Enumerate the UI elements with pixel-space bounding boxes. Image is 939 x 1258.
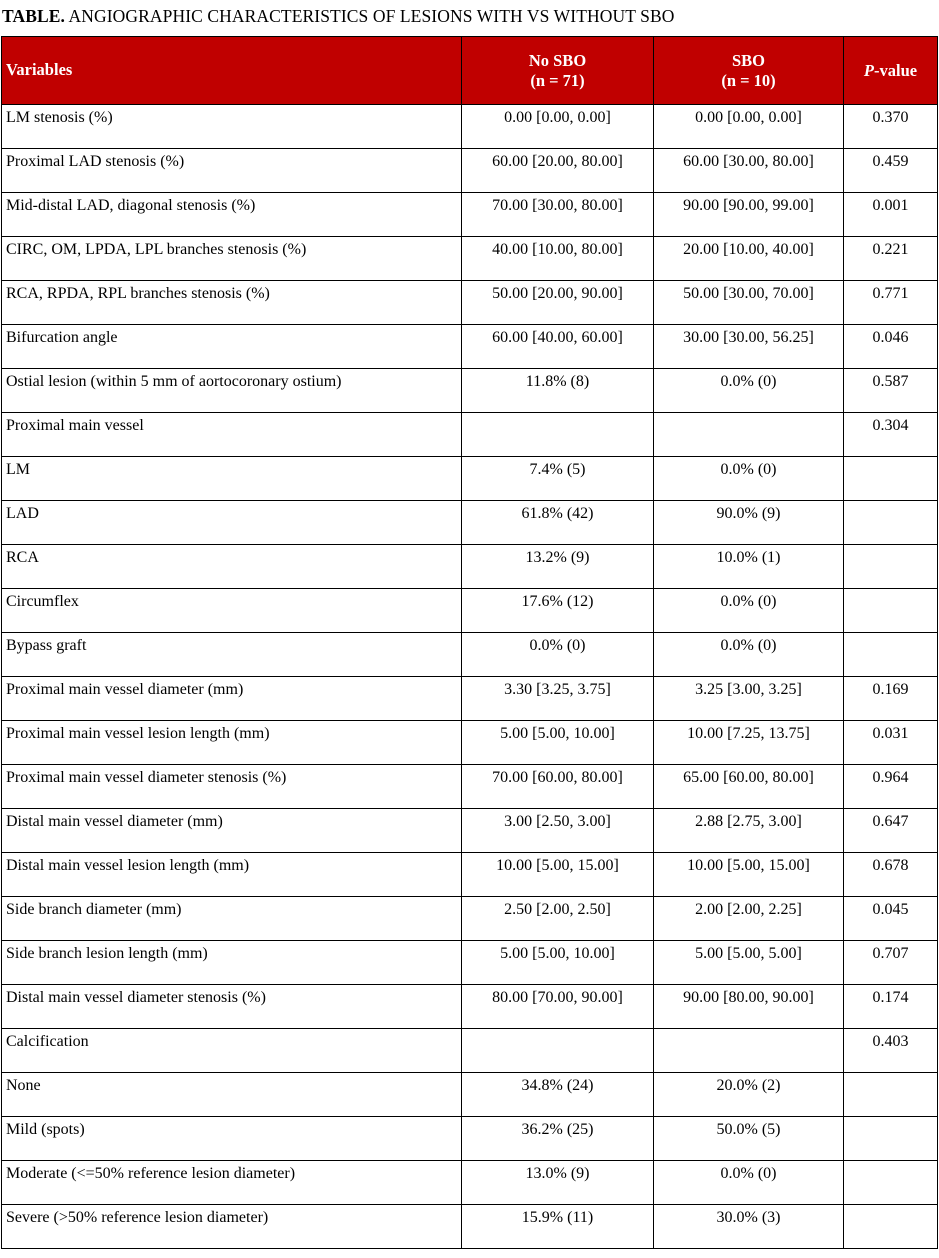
cell-no-sbo xyxy=(462,1029,654,1073)
table-row xyxy=(2,897,938,941)
table-row xyxy=(2,941,938,985)
cell-sbo xyxy=(654,1029,844,1073)
table-row xyxy=(2,809,938,853)
cell-variable: LAD xyxy=(2,501,462,545)
cell-variable: RCA, RPDA, RPL branches stenosis (%) xyxy=(2,281,462,325)
cell-no-sbo: 36.2% (25) xyxy=(462,1117,654,1161)
cell-sbo: 30.0% (3) xyxy=(654,1205,844,1249)
cell-no-sbo: 0.00 [0.00, 0.00] xyxy=(462,105,654,149)
angiographic-characteristics-table xyxy=(1,36,938,1249)
cell-sbo: 2.00 [2.00, 2.25] xyxy=(654,897,844,941)
cell-sbo xyxy=(654,413,844,457)
cell-no-sbo: 70.00 [30.00, 80.00] xyxy=(462,193,654,237)
cell-p-value: 0.771 xyxy=(844,281,938,325)
cell-variable: Severe (>50% reference lesion diameter) xyxy=(2,1205,462,1249)
cell-p-value: 0.045 xyxy=(844,897,938,941)
cell-sbo: 0.0% (0) xyxy=(654,369,844,413)
cell-variable: LM stenosis (%) xyxy=(2,105,462,149)
cell-variable: Bifurcation angle xyxy=(2,325,462,369)
cell-p-value xyxy=(844,1117,938,1161)
table-row xyxy=(2,281,938,325)
cell-no-sbo: 40.00 [10.00, 80.00] xyxy=(462,237,654,281)
cell-sbo: 10.0% (1) xyxy=(654,545,844,589)
table-row xyxy=(2,633,938,677)
cell-p-value xyxy=(844,457,938,501)
cell-no-sbo: 15.9% (11) xyxy=(462,1205,654,1249)
cell-no-sbo: 3.00 [2.50, 3.00] xyxy=(462,809,654,853)
table-row xyxy=(2,677,938,721)
cell-variable: Mid-distal LAD, diagonal stenosis (%) xyxy=(2,193,462,237)
cell-variable: LM xyxy=(2,457,462,501)
column-header-no-sbo-count: (n = 71) xyxy=(530,70,585,90)
cell-p-value: 0.707 xyxy=(844,941,938,985)
table-row xyxy=(2,853,938,897)
cell-no-sbo: 0.0% (0) xyxy=(462,633,654,677)
cell-no-sbo: 5.00 [5.00, 10.00] xyxy=(462,941,654,985)
table-row xyxy=(2,193,938,237)
cell-variable: CIRC, OM, LPDA, LPL branches stenosis (%) xyxy=(2,237,462,281)
table-row xyxy=(2,1029,938,1073)
cell-no-sbo: 61.8% (42) xyxy=(462,501,654,545)
table-row xyxy=(2,765,938,809)
cell-variable: Side branch diameter (mm) xyxy=(2,897,462,941)
cell-variable: Circumflex xyxy=(2,589,462,633)
table-row xyxy=(2,457,938,501)
column-header-p-value-symbol: P xyxy=(863,60,874,80)
cell-p-value xyxy=(844,589,938,633)
cell-variable: Bypass graft xyxy=(2,633,462,677)
cell-variable: Side branch lesion length (mm) xyxy=(2,941,462,985)
cell-p-value xyxy=(844,545,938,589)
cell-p-value: 0.647 xyxy=(844,809,938,853)
cell-sbo: 65.00 [60.00, 80.00] xyxy=(654,765,844,809)
cell-no-sbo: 11.8% (8) xyxy=(462,369,654,413)
cell-p-value: 0.459 xyxy=(844,149,938,193)
cell-p-value: 0.001 xyxy=(844,193,938,237)
cell-no-sbo: 2.50 [2.00, 2.50] xyxy=(462,897,654,941)
cell-p-value: 0.370 xyxy=(844,105,938,149)
cell-p-value xyxy=(844,1161,938,1205)
cell-no-sbo: 13.2% (9) xyxy=(462,545,654,589)
cell-variable: Moderate (<=50% reference lesion diameter) xyxy=(2,1161,462,1205)
cell-variable: RCA xyxy=(2,545,462,589)
column-header-p-value xyxy=(844,37,938,105)
cell-no-sbo: 70.00 [60.00, 80.00] xyxy=(462,765,654,809)
cell-sbo: 0.0% (0) xyxy=(654,457,844,501)
cell-sbo: 30.00 [30.00, 56.25] xyxy=(654,325,844,369)
cell-sbo: 0.00 [0.00, 0.00] xyxy=(654,105,844,149)
table-header xyxy=(2,37,938,105)
cell-variable: Proximal LAD stenosis (%) xyxy=(2,149,462,193)
cell-no-sbo: 7.4% (5) xyxy=(462,457,654,501)
cell-no-sbo: 34.8% (24) xyxy=(462,1073,654,1117)
cell-no-sbo: 13.0% (9) xyxy=(462,1161,654,1205)
table-title-lead: TABLE. xyxy=(2,6,66,26)
cell-sbo: 90.00 [80.00, 90.00] xyxy=(654,985,844,1029)
table-body xyxy=(2,105,938,1249)
cell-variable: Proximal main vessel lesion length (mm) xyxy=(2,721,462,765)
cell-sbo: 50.00 [30.00, 70.00] xyxy=(654,281,844,325)
cell-sbo: 10.00 [5.00, 15.00] xyxy=(654,853,844,897)
table-title-rest: ANGIOGRAPHIC CHARACTERISTICS OF LESIONS WITH VS WITHOUT SBO xyxy=(65,6,675,26)
table-row xyxy=(2,985,938,1029)
cell-sbo: 20.00 [10.00, 40.00] xyxy=(654,237,844,281)
cell-sbo: 60.00 [30.00, 80.00] xyxy=(654,149,844,193)
cell-p-value: 0.174 xyxy=(844,985,938,1029)
cell-variable: Distal main vessel diameter stenosis (%) xyxy=(2,985,462,1029)
cell-p-value xyxy=(844,1073,938,1117)
cell-no-sbo: 5.00 [5.00, 10.00] xyxy=(462,721,654,765)
column-header-variables-label: Variables xyxy=(6,59,73,79)
cell-variable: Proximal main vessel xyxy=(2,413,462,457)
cell-sbo: 3.25 [3.00, 3.25] xyxy=(654,677,844,721)
cell-sbo: 10.00 [7.25, 13.75] xyxy=(654,721,844,765)
cell-no-sbo xyxy=(462,413,654,457)
cell-variable: Proximal main vessel diameter stenosis (%) xyxy=(2,765,462,809)
column-header-variables xyxy=(2,37,462,105)
table-row xyxy=(2,721,938,765)
cell-sbo: 20.0% (2) xyxy=(654,1073,844,1117)
column-header-no-sbo xyxy=(462,37,654,105)
cell-sbo: 0.0% (0) xyxy=(654,1161,844,1205)
cell-no-sbo: 3.30 [3.25, 3.75] xyxy=(462,677,654,721)
table-row xyxy=(2,325,938,369)
table-row xyxy=(2,589,938,633)
column-header-sbo-label: SBO xyxy=(731,50,766,70)
table-row xyxy=(2,1161,938,1205)
table-row xyxy=(2,501,938,545)
column-header-sbo xyxy=(654,37,844,105)
table-row xyxy=(2,1117,938,1161)
cell-sbo: 2.88 [2.75, 3.00] xyxy=(654,809,844,853)
table-row xyxy=(2,149,938,193)
cell-p-value: 0.221 xyxy=(844,237,938,281)
cell-p-value: 0.587 xyxy=(844,369,938,413)
table-row xyxy=(2,1205,938,1249)
cell-p-value: 0.304 xyxy=(844,413,938,457)
cell-p-value xyxy=(844,633,938,677)
cell-sbo: 50.0% (5) xyxy=(654,1117,844,1161)
table-row xyxy=(2,545,938,589)
cell-sbo: 0.0% (0) xyxy=(654,633,844,677)
table-row xyxy=(2,413,938,457)
cell-sbo: 90.0% (9) xyxy=(654,501,844,545)
cell-p-value: 0.031 xyxy=(844,721,938,765)
cell-p-value: 0.046 xyxy=(844,325,938,369)
cell-variable: Proximal main vessel diameter (mm) xyxy=(2,677,462,721)
cell-p-value: 0.964 xyxy=(844,765,938,809)
cell-no-sbo: 10.00 [5.00, 15.00] xyxy=(462,853,654,897)
cell-no-sbo: 60.00 [20.00, 80.00] xyxy=(462,149,654,193)
cell-no-sbo: 50.00 [20.00, 90.00] xyxy=(462,281,654,325)
table-row xyxy=(2,105,938,149)
cell-sbo: 0.0% (0) xyxy=(654,589,844,633)
cell-no-sbo: 17.6% (12) xyxy=(462,589,654,633)
table-row xyxy=(2,237,938,281)
column-header-p-value-suffix: -value xyxy=(874,60,918,80)
cell-variable: Calcification xyxy=(2,1029,462,1073)
cell-variable: Ostial lesion (within 5 mm of aortocoronary ostium) xyxy=(2,369,462,413)
cell-sbo: 5.00 [5.00, 5.00] xyxy=(654,941,844,985)
column-header-no-sbo-label: No SBO xyxy=(528,50,587,70)
cell-no-sbo: 80.00 [70.00, 90.00] xyxy=(462,985,654,1029)
cell-p-value xyxy=(844,501,938,545)
table-header-row xyxy=(2,37,938,105)
cell-p-value: 0.678 xyxy=(844,853,938,897)
cell-variable: Distal main vessel lesion length (mm) xyxy=(2,853,462,897)
cell-no-sbo: 60.00 [40.00, 60.00] xyxy=(462,325,654,369)
table-row xyxy=(2,369,938,413)
column-header-sbo-count: (n = 10) xyxy=(721,70,776,90)
table-row xyxy=(2,1073,938,1117)
cell-p-value: 0.403 xyxy=(844,1029,938,1073)
cell-variable: Distal main vessel diameter (mm) xyxy=(2,809,462,853)
cell-p-value: 0.169 xyxy=(844,677,938,721)
cell-p-value xyxy=(844,1205,938,1249)
cell-sbo: 90.00 [90.00, 99.00] xyxy=(654,193,844,237)
cell-variable: Mild (spots) xyxy=(2,1117,462,1161)
table-title xyxy=(2,4,937,30)
cell-variable: None xyxy=(2,1073,462,1117)
